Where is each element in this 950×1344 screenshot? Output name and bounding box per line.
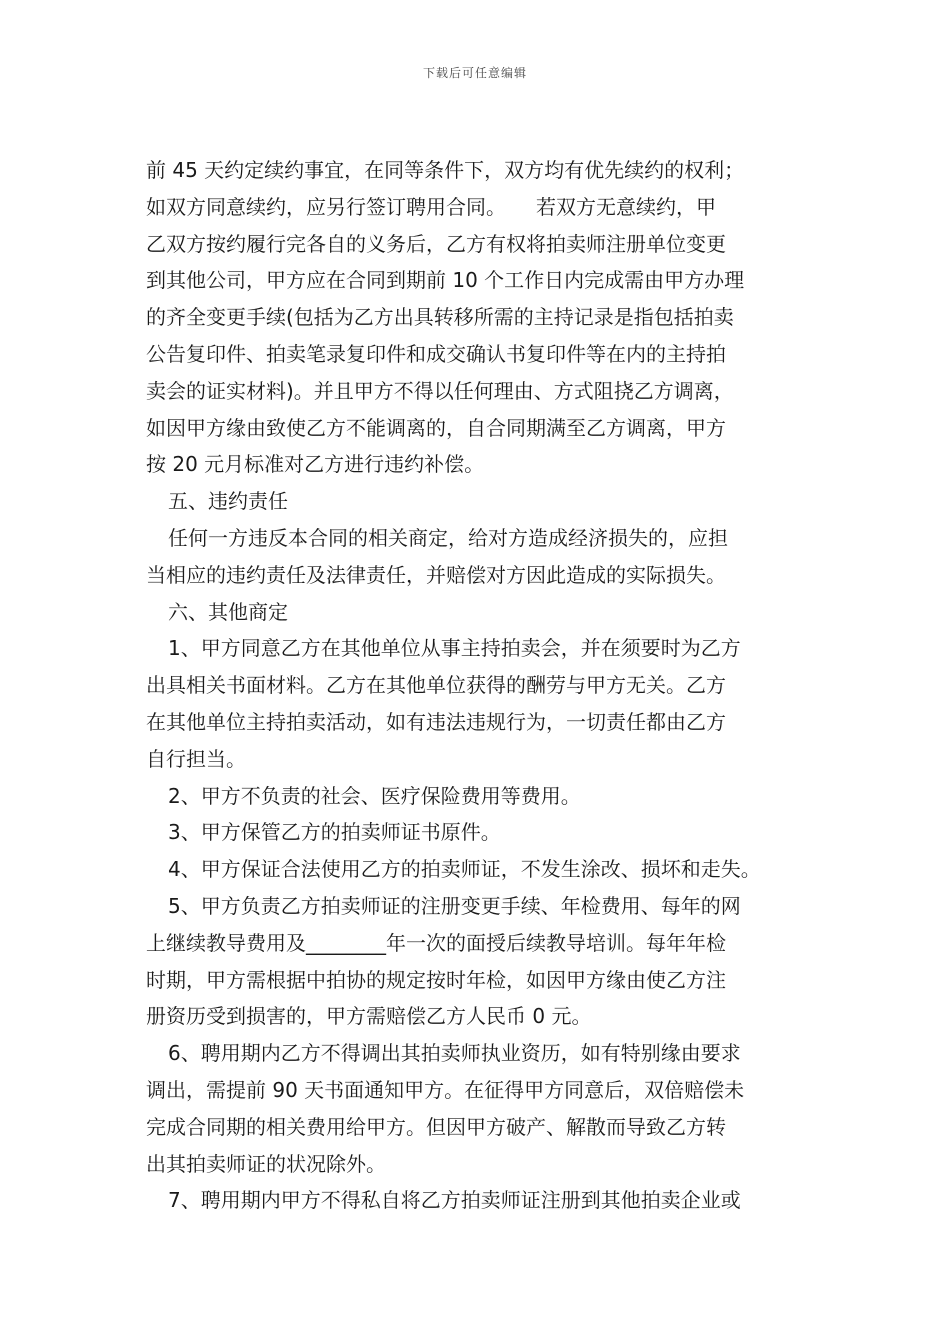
text-line: 前 45 天约定续约事宜，在同等条件下，双方均有优先续约的权利； — [146, 158, 745, 182]
text-line: 的齐全变更手续(包括为乙方出具转移所需的主持记录是指包括拍卖 — [146, 305, 734, 330]
text-line: 时期，甲方需根据中拍协的规定按时年检，如因甲方缘由使乙方注 — [146, 967, 726, 992]
text-line: 自行担当。 — [146, 746, 246, 771]
document-body — [146, 152, 814, 1219]
text-line: 1、甲方同意乙方在其他单位从事主持拍卖会，并在须要时为乙方 — [168, 636, 741, 661]
text-line: 2、甲方不负责的社会、医疗保险费用等费用。 — [168, 783, 581, 808]
text-line: 3、甲方保管乙方的拍卖师证书原件。 — [168, 820, 501, 845]
text-line: 册资历受到损害的，甲方需赔偿乙方人民币 0 元。 — [146, 1004, 592, 1029]
text-line: 五、违约责任 — [168, 489, 288, 514]
text-line: 调出，需提前 90 天书面通知甲方。在征得甲方同意后，双倍赔偿未 — [146, 1077, 745, 1102]
text-line: 出其拍卖师证的状况除外。 — [146, 1151, 386, 1176]
text-line: 到其他公司，甲方应在合同到期前 10 个工作日内完成需由甲方办理 — [146, 268, 745, 293]
text-line: 按 20 元月标准对乙方进行违约补偿。 — [146, 452, 485, 477]
text-line: 当相应的违约责任及法律责任，并赔偿对方因此造成的实际损失。 — [146, 562, 726, 587]
text-line: 公告复印件、拍卖笔录复印件和成交确认书复印件等在内的主持拍 — [146, 341, 726, 366]
text-line: 卖会的证实材料)。并且甲方不得以任何理由、方式阻挠乙方调离， — [146, 378, 734, 403]
text-line: 4、甲方保证合法使用乙方的拍卖师证，不发生涂改、损坏和走失。 — [168, 857, 761, 882]
text-line: 在其他单位主持拍卖活动，如有违法违规行为，一切责任都由乙方 — [146, 709, 726, 734]
text-line: 7、聘用期内甲方不得私自将乙方拍卖师证注册到其他拍卖企业或 — [168, 1188, 741, 1213]
text-line: 6、聘用期内乙方不得调出其拍卖师执业资历，如有特别缘由要求 — [168, 1041, 741, 1066]
text-line: 六、其他商定 — [168, 599, 288, 624]
text-line: 乙双方按约履行完各自的义务后，乙方有权将拍卖师注册单位变更 — [146, 231, 726, 256]
text-line: 出具相关书面材料。乙方在其他单位获得的酬劳与甲方无关。乙方 — [146, 673, 726, 698]
text-line: 如因甲方缘由致使乙方不能调离的，自合同期满至乙方调离，甲方 — [146, 415, 726, 440]
page-header: 下载后可任意编辑 — [422, 66, 527, 80]
text-line: 完成合同期的相关费用给甲方。但因甲方破产、解散而导致乙方转 — [146, 1114, 726, 1139]
text-line: 任何一方违反本合同的相关商定，给对方造成经济损失的，应担 — [168, 525, 728, 550]
text-line: 5、甲方负责乙方拍卖师证的注册变更手续、年检费用、每年的网 — [168, 893, 741, 918]
text-line: 上继续教导费用及________年一次的面授后续教导培训。每年年检 — [146, 930, 726, 955]
text-line: 如双方同意续约，应另行签订聘用合同。 若双方无意续约，甲 — [146, 194, 716, 219]
